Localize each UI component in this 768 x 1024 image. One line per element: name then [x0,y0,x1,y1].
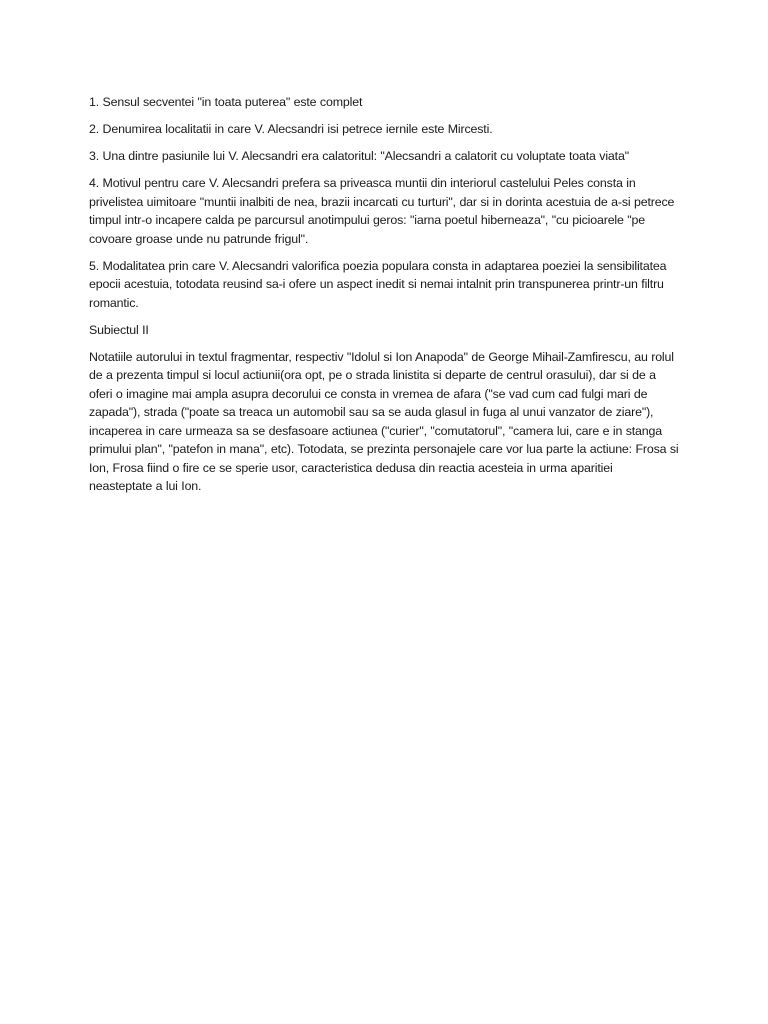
document-body [89,93,679,504]
section-heading: Subiectul II [89,322,149,337]
answer-2: 2. Denumirea localitatii in care V. Alecsandri isi petrece iernile este Mircesti. [89,122,493,136]
answer-4: 4. Motivul pentru care V. Alecsandri prefera sa priveasca muntii din interiorul castelului Peles consta in privelistea uimitoare "muntii inalbiti de nea, brazii incarcati cu turturi", dar si in dorinta acestuia de a-si petrece timpul intr-o incapere calda pe parcursul anotimpului geros: "iarna poetul hiberneaza", "cu picioarele "pe covoare groase unde nu patrunde frigul". [89,176,675,246]
answer-5: 5. Modalitatea prin care V. Alecsandri valorifica poezia populara consta in adaptarea poeziei la sensibilitatea epocii acestuia, totodata reusind sa-i ofere un aspect inedit si nemai intalnit prin transpunerea printr-un filtru romantic. [89,258,667,310]
section-paragraph: Notatiile autorului in textul fragmentar, respectiv "Idolul si Ion Anapoda" de George Mihail-Zamfirescu, au rolul de a prezenta timpul si locul actiunii(ora opt, pe o strada linistita si departe de centrul orasului), dar si de a oferi o imagine mai ampla asupra decorului ce consta in vremea de afara ("se vad cum cad fulgi mari de zapada"), strada ("poate sa treaca un automobil sau sa se auda glasul in fuga al unui vanzator de ziare"), incaperea in care urmeaza sa se desfasoare actiunea ("curier", "comutatorul", "camera lui, care e in stanga primului plan", "patefon in mana", etc). Totodata, se prezinta personajele care vor lua parte la actiune: Frosa si Ion, Frosa fiind o fire ce se sperie usor, caracteristica dedusa din reactia acesteia in urma aparitiei neasteptate a lui Ion. [89,349,679,493]
answer-1: 1. Sensul secventei "in toata puterea" este complet [89,95,363,109]
answer-3: 3. Una dintre pasiunile lui V. Alecsandri era calatoritul: "Alecsandri a calatorit cu voluptate toata viata" [89,149,629,163]
